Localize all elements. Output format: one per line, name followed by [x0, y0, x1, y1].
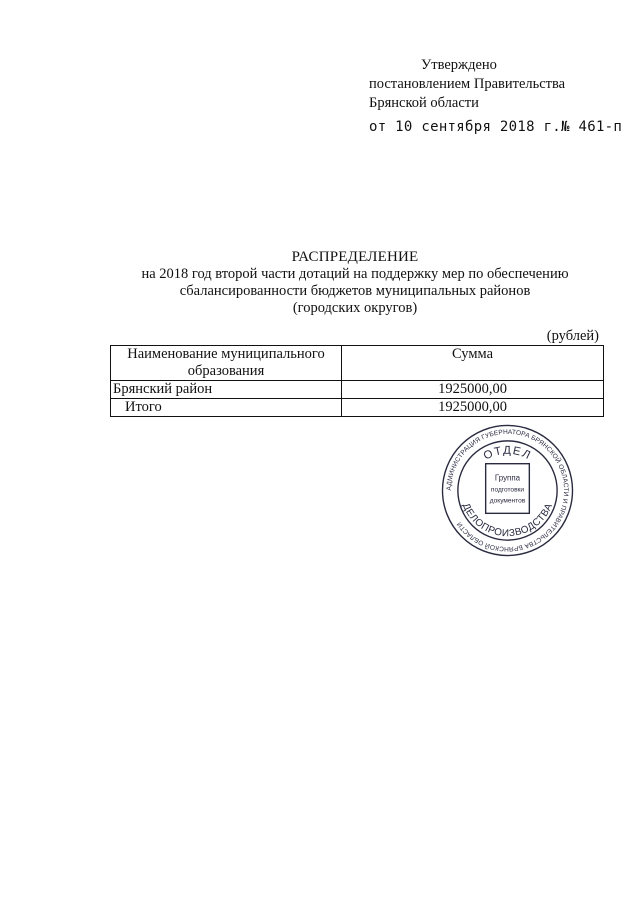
row-sum: 1925000,00	[342, 381, 604, 399]
approval-block	[369, 56, 622, 137]
approval-line-2: Брянской области	[369, 95, 479, 111]
document-heading	[100, 249, 610, 317]
stamp-ring-textpath: АДМИНИСТРАЦИЯ ГУБЕРНАТОРА БРЯНСКОЙ ОБЛАСТИ И ПРАВИТЕЛЬСТВА БРЯНСКОЙ ОБЛАСТИ	[445, 428, 570, 553]
distribution-table	[110, 345, 604, 417]
stamp-bottom-text	[460, 502, 555, 540]
row-name: Брянский район	[111, 381, 342, 399]
heading-line-2: сбалансированности бюджетов муниципальных районов	[179, 283, 531, 299]
stamp-box-line-3: документов	[489, 497, 526, 505]
table-row	[111, 381, 604, 399]
table-row-total	[111, 399, 604, 417]
column-header-name: Наименование муниципального образования	[111, 346, 342, 381]
stamp-box-line-2: подготовки	[490, 486, 525, 494]
heading-title: РАСПРЕДЕЛЕНИЕ	[291, 249, 419, 265]
stamp-box-line-1: Группа	[494, 473, 521, 483]
heading-line-3: (городских округов)	[292, 300, 418, 316]
approval-date: от 10 сентября 2018 г.№ 461-п	[369, 119, 623, 135]
table-header-row	[111, 346, 604, 381]
approval-line-1: постановлением Правительства	[369, 76, 566, 92]
column-header-sum: Сумма	[342, 346, 604, 381]
total-sum: 1925000,00	[342, 399, 604, 417]
units-label: (рублей)	[546, 328, 599, 344]
official-stamp	[440, 423, 575, 558]
total-name: Итого	[111, 399, 342, 417]
stamp-top-textpath: ОТДЕЛ	[481, 444, 534, 463]
approval-title: Утверждено	[421, 57, 497, 73]
stamp-bottom-textpath: ДЕЛОПРОИЗВОДСТВА	[459, 501, 556, 540]
heading-line-1: на 2018 год второй части дотаций на поддержку мер по обеспечению	[141, 266, 569, 282]
stamp-top-text	[482, 445, 533, 463]
